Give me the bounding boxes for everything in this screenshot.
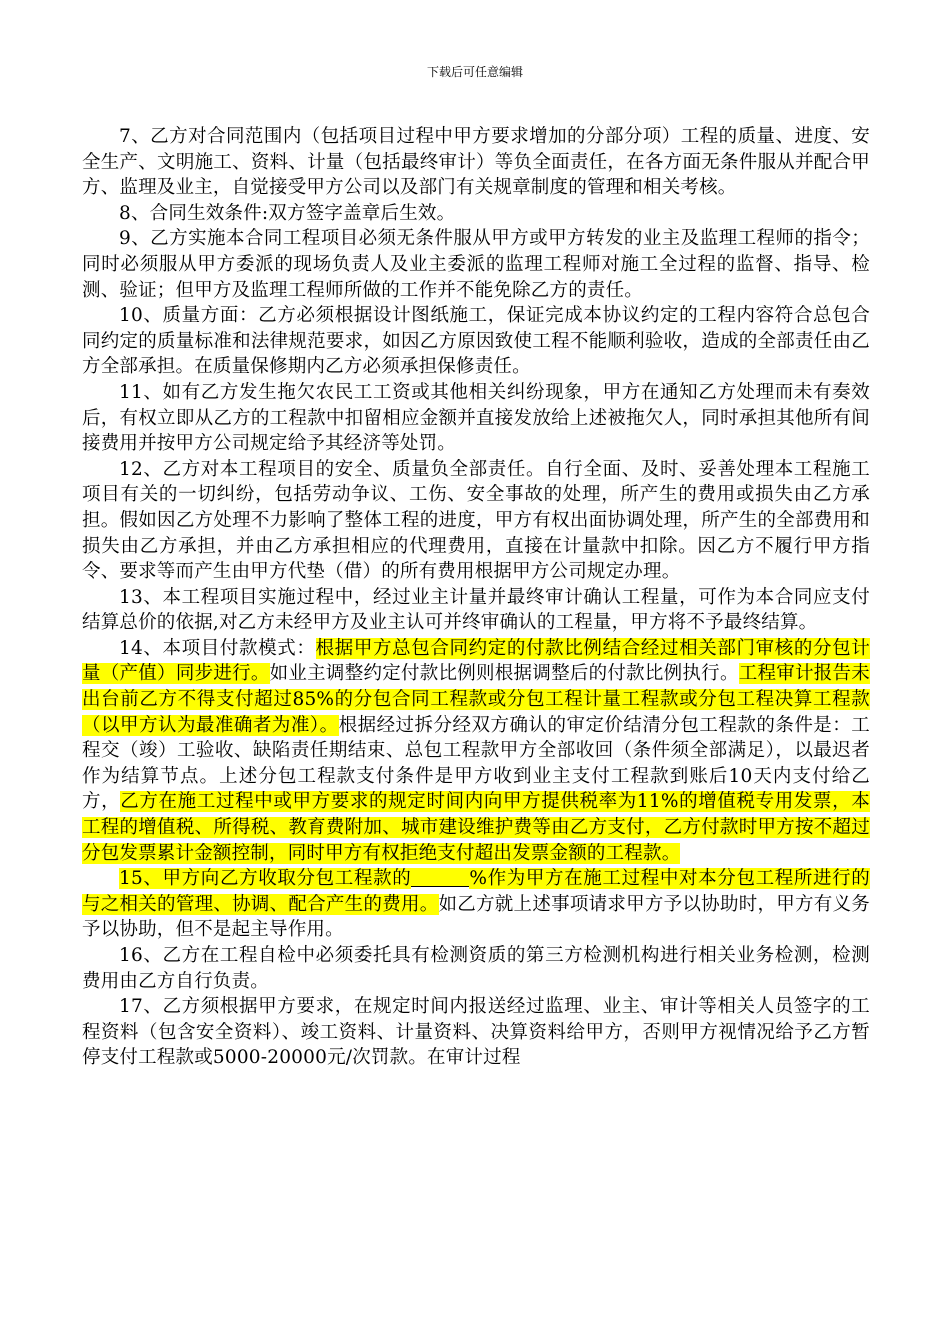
clause-16: 16、乙方在工程自检中必须委托具有检测资质的第三方检测机构进行相关业务检测，检测费用由乙方自行负责。 — [82, 945, 870, 992]
clause-14-text-3: 根据经过拆分经双方确认的审定价结清分包工程款的条件是：工程交（竣）工验收、缺陷责任期结束、总包工程款甲方全部收回（条件须全部满足），以最迟者作为结算节点。上述分包工程款支付条件是甲方收到业主支付工程款到账后10天内支付给乙方， — [82, 714, 870, 813]
clause-15-text: 如乙方就上述事项请求甲方予以协助时，甲方有义务予以协助，但不是起主导作用。 — [82, 893, 870, 941]
clause-15-highlight-1: 15、甲方向乙方收取分包工程款的 — [119, 868, 412, 890]
clause-17: 17、乙方须根据甲方要求，在规定时间内报送经过监理、业主、审计等相关人员签字的工程资料（包含安全资料）、竣工资料、计量资料、决算资料给甲方，否则甲方视情况给予乙方暂停支付工程款或5000-20000元/次罚款。在审计过程 — [82, 996, 870, 1069]
clause-10: 10、质量方面：乙方必须根据设计图纸施工，保证完成本协议约定的工程内容符合总包合同约定的质量标准和法律规范要求，如因乙方原因致使工程不能顺利验收，造成的全部责任由乙方全部承担。在质量保修期内乙方必须承担保修责任。 — [82, 305, 870, 378]
clause-9: 9、乙方实施本合同工程项目必须无条件服从甲方或甲方转发的业主及监理工程师的指令；同时必须服从甲方委派的现场负责人及业主委派的监理工程师对施工全过程的监督、指导、检测、验证；但甲方及监理工程师所做的工作并不能免除乙方的责任。 — [82, 228, 870, 301]
clause-15-highlight-2: %作为甲方在施工过程中对本分包工程所进行的与之相关的管理、协调、配合产生的费用。 — [82, 868, 870, 915]
clause-15 — [82, 866, 870, 943]
clause-14-highlight-3: 乙方在施工过程中或甲方要求的规定时间内向甲方提供税率为11%的增值税专用发票，本工程的增值税、所得税、教育费附加、城市建设维护费等由乙方支付，乙方付款时甲方按不超过分包发票累计金额控制，同时甲方有权拒绝支付超出发票金额的工程款。 — [82, 791, 871, 864]
clause-8: 8、合同生效条件:双方签字盖章后生效。 — [119, 202, 456, 224]
percentage-blank[interactable] — [411, 868, 469, 888]
clause-7: 7、乙方对合同范围内（包括项目过程中甲方要求增加的分部分项）工程的质量、进度、安全生产、文明施工、资料、计量（包括最终审计）等负全面责任，在各方面无条件服从并配合甲方、监理及业主，自觉接受甲方公司以及部门有关规章制度的管理和相关考核。 — [82, 126, 870, 199]
clause-14-highlight-2: 工程审计报告未出台前乙方不得支付超过85%的分包合同工程款或分包工程计量工程款或分包工程决算工程款（以甲方认为最准确者为准）。 — [82, 663, 870, 736]
clause-14-intro: 14、本项目付款模式： — [119, 637, 316, 659]
contract-body — [82, 124, 870, 1071]
clause-13: 13、本工程项目实施过程中，经过业主计量并最终审计确认工程量，可作为本合同应支付结算总价的依据,对乙方未经甲方及业主认可并终审确认的工程量，甲方将不予最终结算。 — [82, 586, 870, 634]
clause-14-highlight-1: 根据甲方总包合同约定的付款比例结合经过相关部门审核的分包计量（产值）同步进行。 — [82, 637, 870, 685]
clause-14 — [82, 636, 870, 866]
clause-14-text-2: 如业主调整约定付款比例则根据调整后的付款比例执行。 — [269, 663, 739, 685]
page-header: 下载后可任意编辑 — [426, 65, 523, 79]
clause-12: 12、乙方对本工程项目的安全、质量负全部责任。自行全面、及时、妥善处理本工程施工项目有关的一切纠纷，包括劳动争议、工伤、安全事故的处理，所产生的费用或损失由乙方承担。假如因乙方处理不力影响了整体工程的进度，甲方有权出面协调处理，所产生的全部费用和损失由乙方承担，并由乙方承担相应的代理费用，直接在计量款中扣除。因乙方不履行甲方指令、要求等而产生由甲方代垫（借）的所有费用根据甲方公司规定办理。 — [82, 458, 870, 583]
clause-11: 11、如有乙方发生拖欠农民工工资或其他相关纠纷现象，甲方在通知乙方处理而未有奏效后，有权立即从乙方的工程款中扣留相应金额并直接发放给上述被拖欠人，同时承担其他所有间接费用并按甲方公司规定给予其经济等处罚。 — [82, 381, 870, 455]
